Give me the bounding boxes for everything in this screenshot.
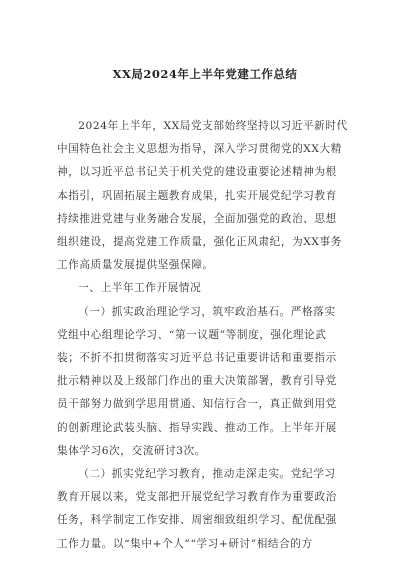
text-line: 持续推进党建与业务融合发展，全面加强党的政治、思想 (57, 212, 337, 225)
text-line: 神，以习近平总书记关于机关党的建设重要论述精神为根 (57, 166, 337, 179)
text-line: 装；不折不扣贯彻落实习近平总书记重要讲话和重要指示 (57, 352, 337, 365)
text-line: 本指引，巩固拓展主题教育成果，扎实开展党纪学习教育 (57, 189, 337, 202)
intro-paragraph (57, 115, 347, 277)
text-line: 任务，科学制定工作安排、周密细致组织学习、配优配强 (57, 514, 337, 527)
text-line: （二）抓实党纪学习教育，推动走深走实。党纪学习 (78, 468, 336, 481)
text-line: 组织建设，提高党建工作质量，强化正风肃纪，为XX事务 (57, 236, 342, 249)
text-line: 党组中心组理论学习、“第一议题”等制度，强化理论武 (57, 328, 327, 341)
item-two-paragraph (57, 463, 347, 556)
text-line: 员干部努力做到学思用贯通、知信行合一，真正做到用党 (57, 398, 337, 411)
document-body (57, 115, 347, 556)
text-line: （一）抓实政治理论学习，筑牢政治基石。严格落实 (78, 305, 336, 318)
text-line: 中国特色社会主义思想为指导，深入学习贯彻党的XX大精 (57, 143, 342, 156)
item-one-paragraph (57, 301, 347, 463)
text-line: 集体学习6次，交流研讨3次。 (57, 444, 207, 457)
text-line: 工作力量。以“集中+个人”“学习+研讨”相结合的方 (57, 537, 313, 550)
document-title: XX局2024年上半年党建工作总结 (112, 67, 298, 81)
section-heading: 一、上半年工作开展情况 (78, 282, 202, 295)
text-line: 的创新理论武装头脑、指导实践、推动工作。上半年开展 (57, 421, 337, 434)
text-line: 教育开展以来，党支部把开展党纪学习教育作为重要政治 (57, 491, 337, 504)
text-line: 批示精神以及上级部门作出的重大决策部署，教育引导党 (57, 375, 337, 388)
text-line: 2024年上半年，XX局党支部始终坚持以习近平新时代 (78, 120, 348, 132)
text-line: 工作高质量发展提供坚强保障。 (57, 259, 214, 272)
